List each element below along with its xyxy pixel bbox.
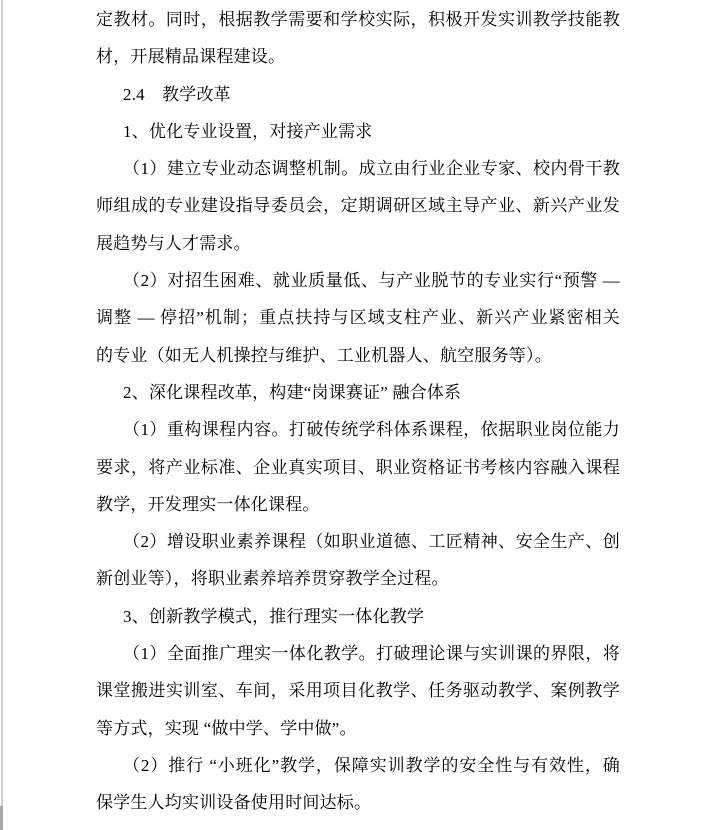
- text-line: 定教材。同时，根据教学需要和学校实际，积极开发实训教学技能教: [96, 10, 620, 29]
- text-line: 的专业（如无人机操控与维护、工业机器人、航空服务等）。: [96, 345, 552, 365]
- text-line: 保学生人均实训设备使用时间达标。: [96, 793, 372, 813]
- document-text-block: [96, 1, 620, 822]
- text-line: （1）建立专业动态调整机制。成立由行业企业专家、校内骨干教: [123, 159, 620, 179]
- text-line: 新创业等），将职业素养培养贯穿教学全过程。: [96, 569, 449, 589]
- text-line: 材，开展精品课程建设。: [96, 47, 286, 67]
- text-line: 要求，将产业标准、企业真实项目、职业资格证书考核内容融入课程: [96, 457, 620, 477]
- text-line: （1）全面推广理实一体化教学。打破理论课与实训课的界限，将: [123, 644, 620, 664]
- text-line: 等方式，实现 “做中学、学中做”。: [96, 718, 357, 738]
- text-line: 展趋势与人才需求。: [96, 233, 251, 253]
- text-line: 教学，开发理实一体化课程。: [96, 494, 320, 514]
- page-left-edge-line: [1, 0, 3, 830]
- text-line: 师组成的专业建设指导委员会，定期调研区域主导产业、新兴产业发: [96, 196, 620, 216]
- text-line: （1）重构课程内容。打破传统学科体系课程，依据职业岗位能力: [123, 420, 620, 440]
- text-line: 1、优化专业设置，对接产业需求: [123, 121, 373, 141]
- page-left-edge-bottom-segment: [0, 806, 3, 830]
- text-line: 调整 — 停招”机制；重点扶持与区域支柱产业、新兴产业紧密相关: [96, 308, 620, 328]
- text-line: 2.4 教学改革: [123, 84, 231, 104]
- text-line: 2、深化课程改革，构建“岗课赛证” 融合体系: [123, 382, 462, 402]
- text-line: （2）对招生困难、就业质量低、与产业脱节的专业实行“预警 —: [123, 271, 620, 291]
- text-line: 3、创新教学模式，推行理实一体化教学: [123, 606, 425, 626]
- text-line: （2）增设职业素养课程（如职业道德、工匠精神、安全生产、创: [123, 532, 620, 552]
- text-line: 课堂搬进实训室、车间，采用项目化教学、任务驱动教学、案例教学: [96, 681, 620, 701]
- text-line: （2）推行 “小班化”教学，保障实训教学的安全性与有效性，确: [123, 755, 620, 775]
